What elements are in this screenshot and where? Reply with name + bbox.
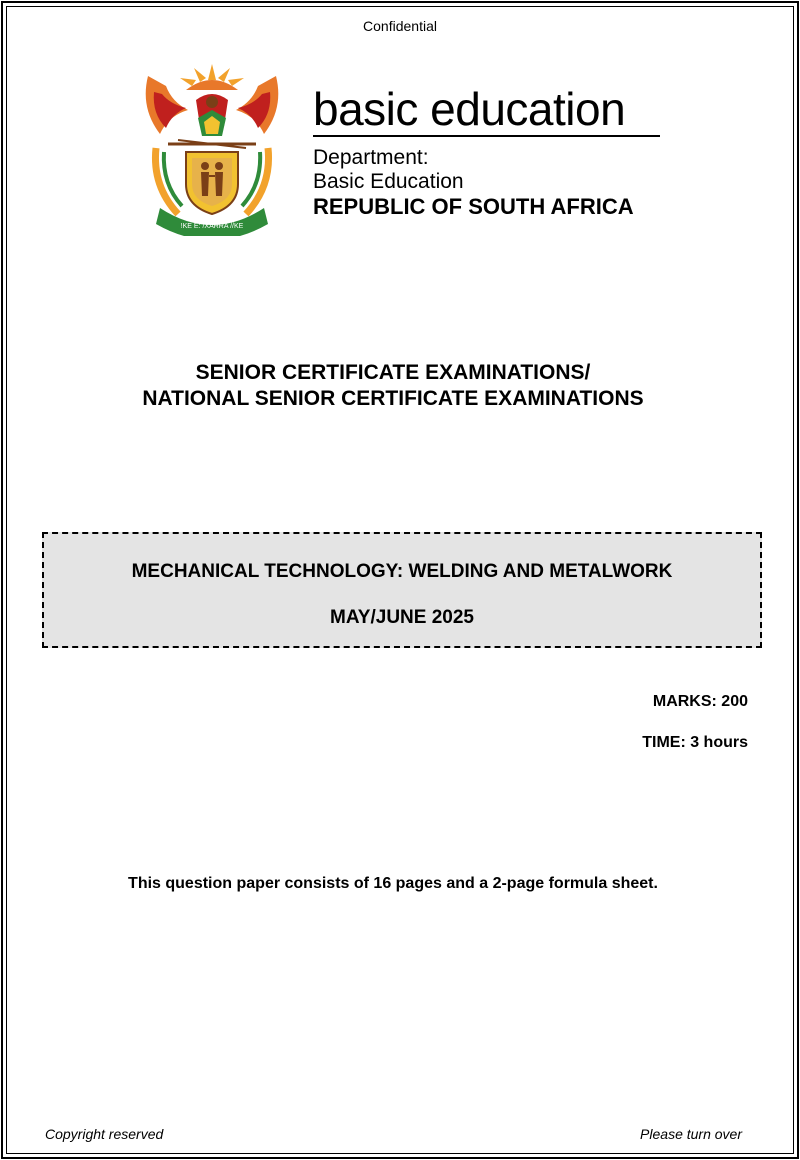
- turn-over-notice: Please turn over: [640, 1126, 742, 1142]
- department-name: Basic Education: [313, 170, 464, 193]
- subject-title: MECHANICAL TECHNOLOGY: WELDING AND METALWORK: [131, 561, 673, 582]
- exam-heading-line2: NATIONAL SENIOR CERTIFICATE EXAMINATIONS: [142, 387, 644, 410]
- department-label: Department:: [313, 146, 429, 169]
- exam-heading-line1: SENIOR CERTIFICATE EXAMINATIONS/: [195, 361, 591, 384]
- brand-title: basic education: [313, 83, 626, 135]
- subject-box: [42, 532, 762, 648]
- exam-session: MAY/JUNE 2025: [330, 607, 474, 628]
- copyright-notice: Copyright reserved: [45, 1126, 164, 1142]
- confidential-label: Confidential: [363, 18, 437, 34]
- crest-motto-text: !KE E: /XARRA //KE: [180, 223, 244, 230]
- brand-divider: [313, 135, 660, 137]
- marks-label: MARKS: 200: [652, 693, 748, 710]
- time-label: TIME: 3 hours: [642, 734, 748, 751]
- page-count-note: This question paper consists of 16 pages and a 2-page formula sheet.: [128, 875, 658, 892]
- country-name: REPUBLIC OF SOUTH AFRICA: [313, 194, 634, 219]
- coat-of-arms-icon: [138, 56, 286, 236]
